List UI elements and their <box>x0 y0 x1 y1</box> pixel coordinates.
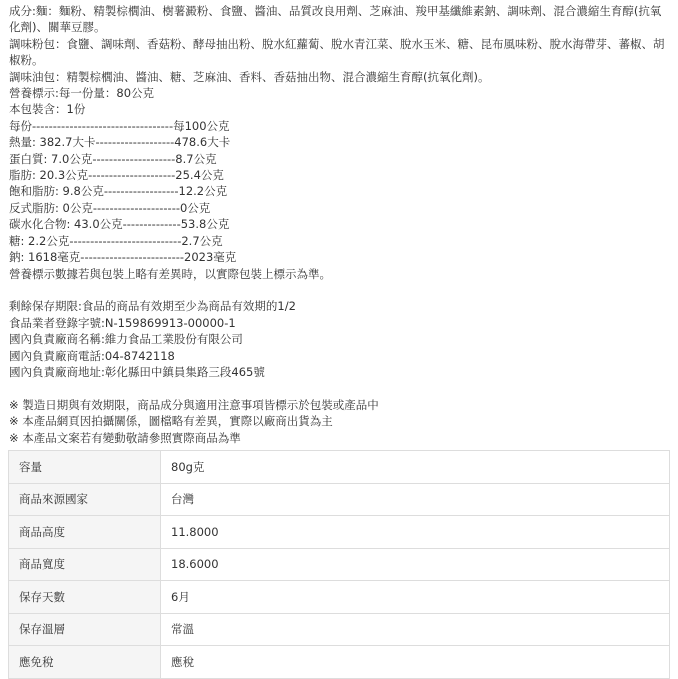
spec-label: 商品寬度 <box>9 548 161 581</box>
nutrition-row: 鈉: 1618毫克-------------------------2023毫克 <box>9 250 237 265</box>
product-description <box>9 3 671 446</box>
nutrition-label: 營養標示:每一份量：80公克 <box>9 86 155 101</box>
nutrition-row: 熱量: 382.7大卡-------------------478.6大卡 <box>9 135 231 150</box>
table-row <box>9 613 670 646</box>
ingredients-seasoning-powder: 調味粉包：食鹽、調味劑、香菇粉、酵母抽出粉、脫水紅蘿蔔、脫水青江菜、脫水玉米、糖、昆布風味粉、脫水海帶芽、蕃椒、胡椒粉。 <box>9 36 665 68</box>
registration-number: 食品業者登錄字號:N-159869913-00000-1 <box>9 315 236 330</box>
spacer <box>9 282 671 298</box>
nutrition-row: 脂肪: 20.3公克---------------------25.4公克 <box>9 168 224 183</box>
ingredients-main: 成分:麵：麵粉、精製棕櫚油、樹薯澱粉、食鹽、醬油、品質改良用劑、芝麻油、羧甲基纖維素鈉、調味劑、混合濃縮生育醇(抗氧化劑)、關華豆膠。 <box>9 4 662 35</box>
spec-value: 台灣 <box>161 483 670 516</box>
spec-table <box>8 450 670 679</box>
manufacturer-name: 國內負責廠商名稱:維力食品工業股份有限公司 <box>9 332 243 347</box>
spec-label: 保存溫層 <box>9 613 161 646</box>
spec-value: 常溫 <box>161 613 670 646</box>
spec-value: 18.6000 <box>161 548 670 581</box>
nutrition-row: 反式脂肪: 0公克---------------------0公克 <box>9 200 211 215</box>
nutrition-row: 糖: 2.2公克---------------------------2.7公克 <box>9 233 223 248</box>
spec-label: 商品來源國家 <box>9 483 161 516</box>
ingredients-seasoning-oil: 調味油包：精製棕櫚油、醬油、糖、芝麻油、香料、香菇抽出物、混合濃縮生育醇(抗氧化劑)。 <box>9 69 490 84</box>
nutrition-row: 飽和脂肪: 9.8公克------------------12.2公克 <box>9 184 228 199</box>
shelf-life: 剩餘保存期限:食品的商品有效期至少為商品有效期的1/2 <box>9 299 296 314</box>
table-row <box>9 646 670 679</box>
spacer <box>9 380 671 396</box>
nutrition-servings: 本包裝含：1份 <box>9 102 86 117</box>
spec-value: 應稅 <box>161 646 670 679</box>
spec-label: 容量 <box>9 451 161 484</box>
spec-value: 11.8000 <box>161 516 670 549</box>
table-row <box>9 548 670 581</box>
spec-label: 應免稅 <box>9 646 161 679</box>
manufacturer-address: 國內負責廠商地址:彰化縣田中鎮員集路三段465號 <box>9 364 265 379</box>
nutrition-row: 碳水化合物: 43.0公克--------------53.8公克 <box>9 217 230 232</box>
spec-value: 6月 <box>161 581 670 614</box>
nutrition-row: 蛋白質: 7.0公克--------------------8.7公克 <box>9 151 217 166</box>
notice: ※ 本產品文案若有變動敬請參照實際商品為準 <box>9 430 241 445</box>
spec-label: 商品高度 <box>9 516 161 549</box>
nutrition-row: 每份----------------------------------每100公克 <box>9 118 230 133</box>
table-row <box>9 581 670 614</box>
table-row <box>9 516 670 549</box>
table-row <box>9 451 670 484</box>
notice: ※ 本產品網頁因拍攝關係，圖檔略有差異，實際以廠商出貨為主 <box>9 414 333 429</box>
manufacturer-phone: 國內負責廠商電話:04-8742118 <box>9 348 175 363</box>
spec-label: 保存天數 <box>9 581 161 614</box>
table-row <box>9 483 670 516</box>
nutrition-note: 營養標示數據若與包裝上略有差異時，以實際包裝上標示為準。 <box>9 266 331 281</box>
notice: ※ 製造日期與有效期限，商品成分與適用注意事項皆標示於包裝或產品中 <box>9 397 379 412</box>
spec-value: 80g克 <box>161 451 670 484</box>
